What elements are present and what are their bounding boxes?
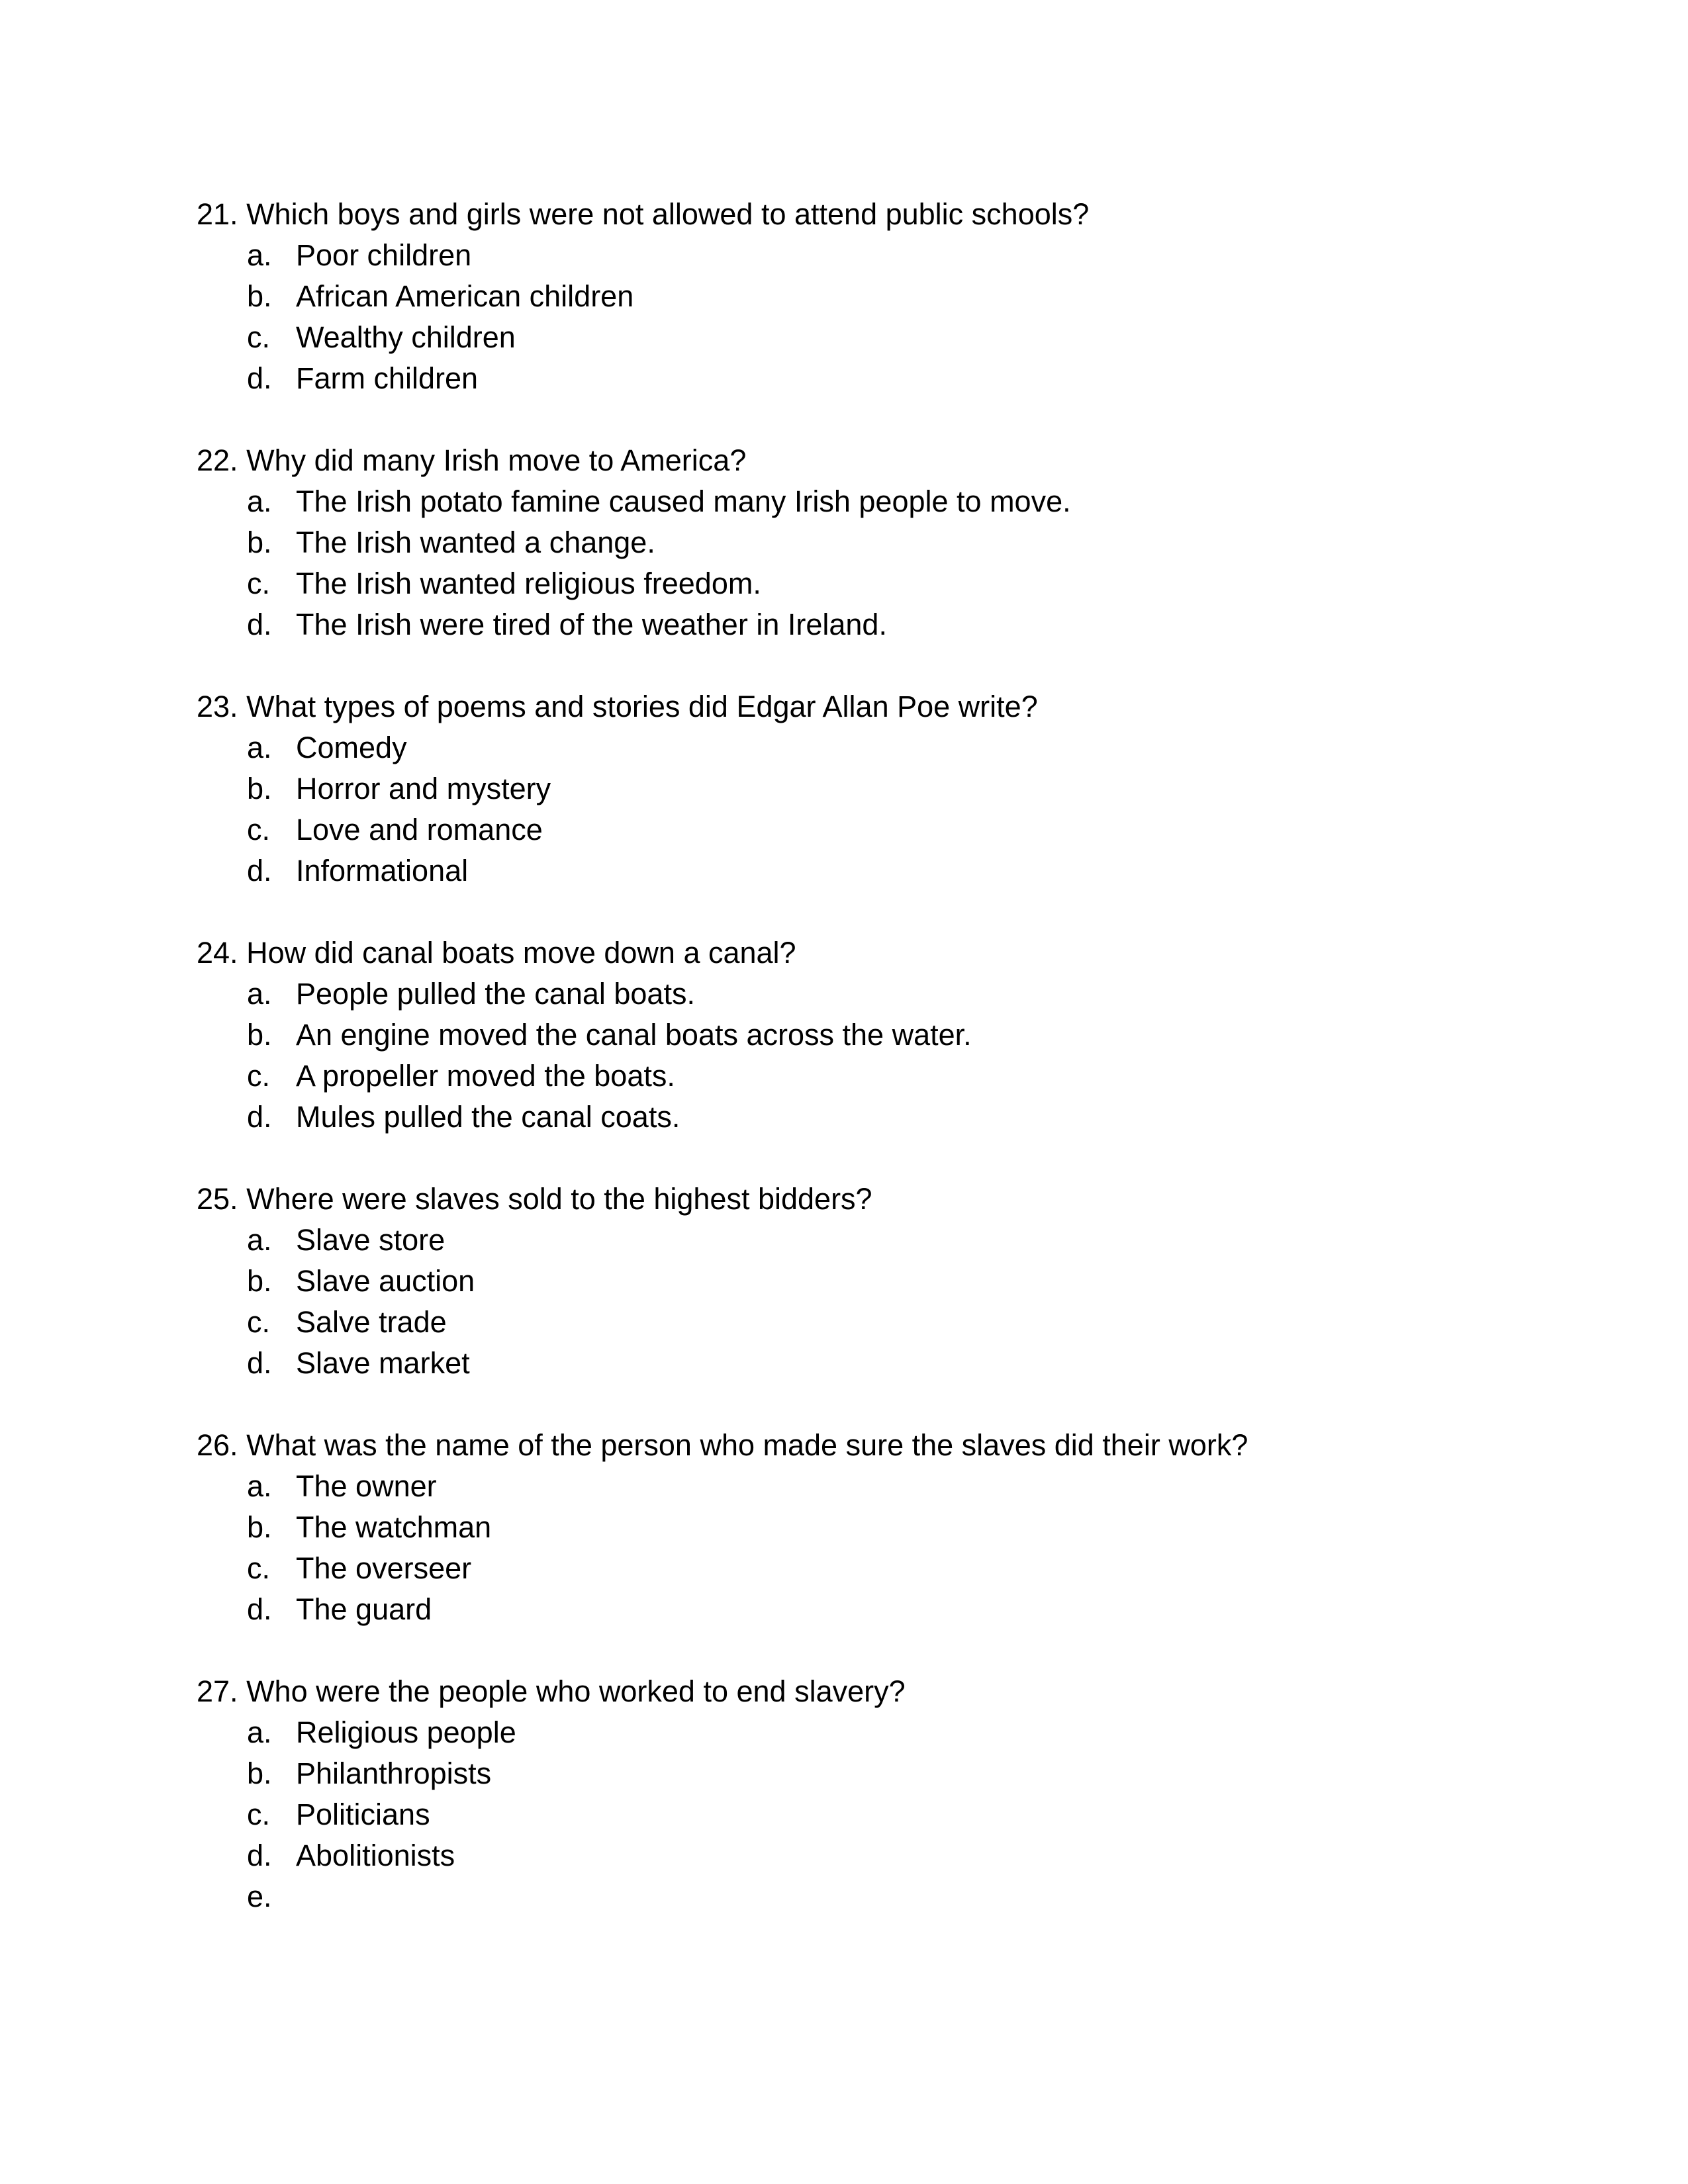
option-letter: c. [247,1551,271,1585]
option-text: African American children [296,279,634,313]
option-letter: e. [247,1880,272,1913]
answer-option [197,850,1521,891]
question-text: How did canal boats move down a canal? [246,936,796,970]
question-block [197,440,1521,645]
answer-option [197,1507,1521,1548]
answer-option [197,1261,1521,1302]
option-letter: d. [247,1839,272,1872]
answer-option [197,1548,1521,1589]
option-text: Wealthy children [296,320,516,354]
question-block [197,1179,1521,1384]
question-line [197,686,1521,727]
option-text: People pulled the canal boats. [296,977,695,1011]
answer-option [197,276,1521,317]
option-letter: d. [247,1100,272,1134]
answer-option [197,974,1521,1015]
question-text: Who were the people who worked to end slavery? [246,1674,906,1708]
answer-option [197,1835,1521,1876]
option-letter: c. [247,567,271,600]
option-letter: b. [247,1264,272,1298]
option-text: The Irish potato famine caused many Irish people to move. [296,484,1071,518]
option-letter: d. [247,1346,272,1380]
answer-option [197,1343,1521,1384]
option-letter: c. [247,320,271,354]
option-text: The owner [296,1469,437,1503]
question-text: Where were slaves sold to the highest bidders? [246,1182,872,1216]
answer-option [197,317,1521,358]
option-text: Love and romance [296,813,543,846]
option-letter: c. [247,1797,271,1831]
answer-option [197,1753,1521,1794]
answer-option [197,1466,1521,1507]
option-letter: a. [247,1223,272,1257]
option-text: The Irish wanted a change. [296,525,655,559]
answer-option [197,522,1521,563]
option-text: Comedy [296,731,407,764]
answer-option [197,358,1521,399]
option-text: The watchman [296,1510,492,1544]
option-letter: c. [247,1305,271,1339]
option-text: Religious people [296,1715,516,1749]
option-letter: a. [247,484,272,518]
question-number: 26. [197,1428,238,1462]
option-text: A propeller moved the boats. [296,1059,675,1093]
option-text: Abolitionists [296,1839,455,1872]
answer-option [197,727,1521,768]
option-text: Slave auction [296,1264,475,1298]
option-letter: b. [247,525,272,559]
option-text: Slave market [296,1346,470,1380]
question-block [197,933,1521,1138]
question-number: 27. [197,1674,238,1708]
answer-option [197,1794,1521,1835]
question-block [197,194,1521,399]
option-letter: d. [247,1592,272,1626]
option-letter: a. [247,977,272,1011]
answer-option [197,481,1521,522]
option-letter: a. [247,1715,272,1749]
option-text: Mules pulled the canal coats. [296,1100,680,1134]
option-text: Salve trade [296,1305,447,1339]
question-line [197,1671,1521,1712]
answer-option [197,1302,1521,1343]
option-text: Philanthropists [296,1756,492,1790]
option-letter: b. [247,1756,272,1790]
answer-option [197,1220,1521,1261]
answer-option [197,809,1521,850]
option-letter: b. [247,1510,272,1544]
answer-option [197,1015,1521,1056]
question-line [197,1179,1521,1220]
answer-option [197,563,1521,604]
answer-option [197,1876,1521,1917]
question-line [197,1425,1521,1466]
answer-option [197,235,1521,276]
option-letter: c. [247,1059,271,1093]
option-text: Politicians [296,1797,430,1831]
question-text: Why did many Irish move to America? [246,443,747,477]
option-letter: a. [247,1469,272,1503]
option-letter: a. [247,238,272,272]
question-number: 25. [197,1182,238,1216]
option-text: The Irish wanted religious freedom. [296,567,761,600]
question-block [197,1671,1521,1917]
question-number: 23. [197,690,238,723]
option-text: The overseer [296,1551,472,1585]
question-text: Which boys and girls were not allowed to attend public schools? [246,197,1090,231]
question-line [197,194,1521,235]
answer-option [197,1712,1521,1753]
question-block [197,1425,1521,1630]
option-letter: b. [247,772,272,805]
option-letter: d. [247,361,272,395]
option-letter: d. [247,854,272,887]
question-number: 22. [197,443,238,477]
question-number: 24. [197,936,238,970]
option-text: Horror and mystery [296,772,551,805]
option-letter: b. [247,279,272,313]
question-text: What types of poems and stories did Edgar Allan Poe write? [246,690,1038,723]
answer-option [197,604,1521,645]
option-text: Poor children [296,238,472,272]
option-text: Slave store [296,1223,445,1257]
option-text: An engine moved the canal boats across the water. [296,1018,972,1052]
answer-option [197,1097,1521,1138]
question-line [197,933,1521,974]
answer-option [197,1589,1521,1630]
option-text: The Irish were tired of the weather in Ireland. [296,608,887,641]
option-text: The guard [296,1592,432,1626]
question-number: 21. [197,197,238,231]
question-block [197,686,1521,891]
option-letter: d. [247,608,272,641]
question-text: What was the name of the person who made sure the slaves did their work? [246,1428,1248,1462]
answer-option [197,1056,1521,1097]
answer-option [197,768,1521,809]
option-letter: c. [247,813,271,846]
option-letter: b. [247,1018,272,1052]
option-letter: a. [247,731,272,764]
option-text: Informational [296,854,469,887]
question-line [197,440,1521,481]
quiz-question-list [197,194,1521,1958]
option-text: Farm children [296,361,479,395]
